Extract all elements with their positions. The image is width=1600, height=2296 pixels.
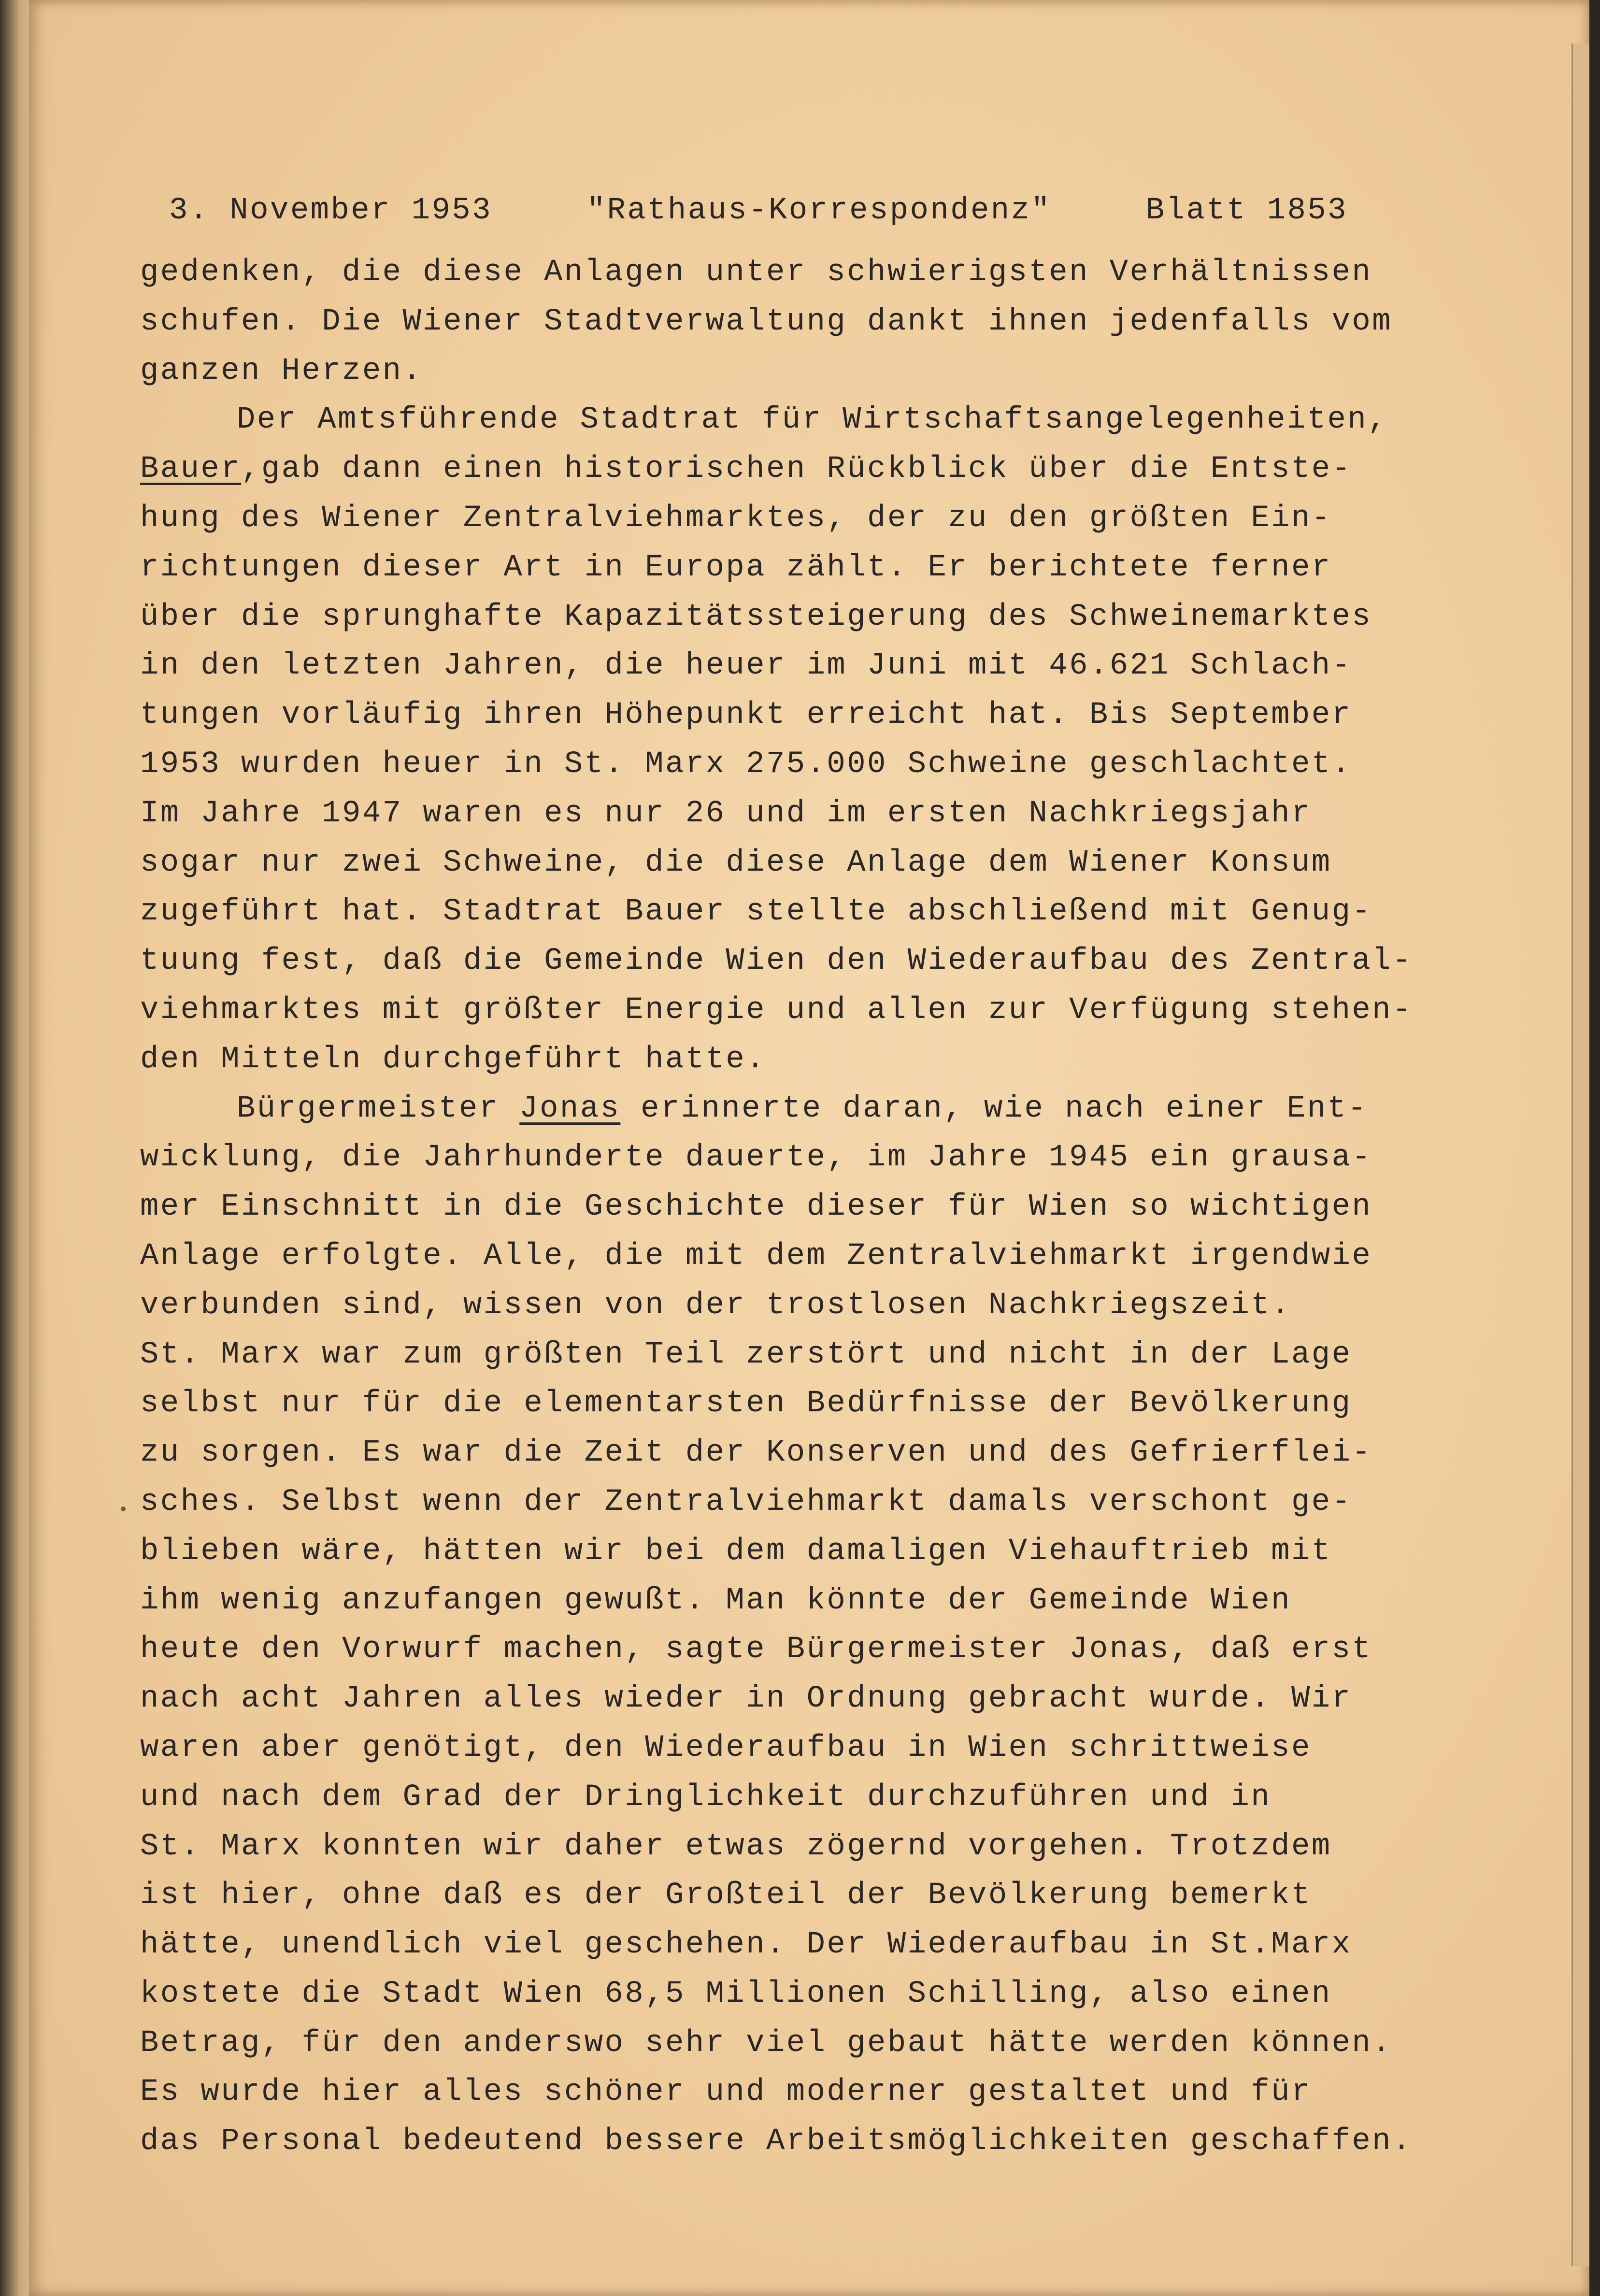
text-line: 1953 wurden heuer in St. Marx 275.000 Schweine geschlachtet. (140, 746, 1352, 782)
name-bauer: Bauer (140, 452, 242, 487)
header-publication: "Rathaus-Korrespondenz" (586, 193, 1052, 228)
text-line: mer Einschnitt in die Geschichte dieser für Wien so wichtigen (140, 1190, 1372, 1225)
text-line: Betrag, für den anderswo sehr viel gebaut hätte werden können. (140, 2025, 1392, 2061)
text-line (140, 1085, 1478, 1134)
text-line: ganzen Herzen. (140, 353, 423, 388)
text-line: kostete die Stadt Wien 68,5 Millionen Schilling, also einen (140, 1976, 1332, 2011)
text-line: St. Marx konnten wir daher etwas zögernd vorgehen. Trotzdem (140, 1829, 1332, 1864)
text-line-rest: ,gab dann einen historischen Rückblick über die Entste- (241, 452, 1352, 487)
text-line: gedenken, die diese Anlagen unter schwierigsten Verhältnissen (140, 255, 1372, 290)
text-line: waren aber genötigt, den Wiederaufbau in Wien schrittweise (140, 1730, 1312, 1765)
typed-text (140, 193, 1478, 2167)
ink-speck (121, 1507, 126, 1511)
text-line: St. Marx war zum größten Teil zerstört und nicht in der Lage (140, 1337, 1352, 1372)
text-line: zugeführt hat. Stadtrat Bauer stellte abschließend mit Genug- (140, 894, 1372, 930)
text-line: in den letzten Jahren, die heuer im Juni mit 46.621 Schlach- (140, 648, 1352, 684)
text-line: richtungen dieser Art in Europa zählt. Er berichtete ferner (140, 550, 1332, 585)
page-edge (1571, 43, 1589, 2266)
text-line: hätte, unendlich viel geschehen. Der Wiederaufbau in St.Marx (140, 1927, 1352, 1963)
header-sheet-number: Blatt 1853 (1145, 193, 1348, 228)
text-line: sogar nur zwei Schweine, die diese Anlage dem Wiener Konsum (140, 845, 1332, 880)
page-header (169, 193, 1348, 228)
text-line: Anlage erfolgte. Alle, die mit dem Zentralviehmarkt irgendwie (140, 1238, 1372, 1274)
text-line: tungen vorläufig ihren Höhepunkt erreicht hat. Bis September (140, 698, 1352, 733)
header-date: 3. November 1953 (169, 193, 492, 228)
text-line: viehmarktes mit größter Energie und allen zur Verfügung stehen- (140, 992, 1413, 1028)
text-line: selbst nur für die elementarsten Bedürfnisse der Bevölkerung (140, 1386, 1352, 1421)
text-line: ihm wenig anzufangen gewußt. Man könnte der Gemeinde Wien (140, 1583, 1291, 1618)
text-line: nach acht Jahren alles wieder in Ordnung gebracht wurde. Wir (140, 1681, 1352, 1717)
text-line: zu sorgen. Es war die Zeit der Konserven und des Gefrierflei- (140, 1435, 1372, 1471)
text-line-rest: erinnerte daran, wie nach einer Ent- (620, 1091, 1368, 1126)
text-line: den Mitteln durchgeführt hatte. (140, 1042, 766, 1077)
text-line: verbunden sind, wissen von der trostlosen Nachkriegszeit. (140, 1288, 1291, 1323)
text-line: ist hier, ohne daß es der Großteil der Bevölkerung bemerkt (140, 1878, 1312, 1913)
text-line: tuung fest, daß die Gemeinde Wien den Wiederaufbau des Zentral- (140, 944, 1413, 979)
text-line: Es wurde hier alles schöner und moderner gestaltet und für (140, 2075, 1312, 2110)
text-line: heute den Vorwurf machen, sagte Bürgermeister Jonas, daß erst (140, 1632, 1372, 1667)
text-line-start: Bürgermeister (237, 1091, 520, 1126)
text-line: das Personal bedeutend bessere Arbeitsmöglichkeiten geschaffen. (140, 2124, 1413, 2159)
text-line: Der Amtsführende Stadtrat für Wirtschaftsangelegenheiten, (237, 402, 1388, 438)
text-line: und nach dem Grad der Dringlichkeit durchzuführen und in (140, 1779, 1271, 1815)
text-line: schufen. Die Wiener Stadtverwaltung dankt ihnen jedenfalls vom (140, 304, 1392, 339)
text-line: sches. Selbst wenn der Zentralviehmarkt damals verschont ge- (140, 1484, 1352, 1520)
name-jonas: Jonas (519, 1091, 621, 1126)
text-line: Im Jahre 1947 waren es nur 26 und im ersten Nachkriegsjahr (140, 796, 1312, 831)
text-line: blieben wäre, hätten wir bei dem damaligen Viehauftrieb mit (140, 1534, 1332, 1569)
text-line: wicklung, die Jahrhunderte dauerte, im Jahre 1945 ein grausa- (140, 1140, 1372, 1176)
text-line: über die sprunghafte Kapazitätssteigerung des Schweinemarktes (140, 599, 1372, 634)
text-line (140, 445, 1478, 494)
text-line: hung des Wiener Zentralviehmarktes, der zu den größten Ein- (140, 501, 1332, 536)
